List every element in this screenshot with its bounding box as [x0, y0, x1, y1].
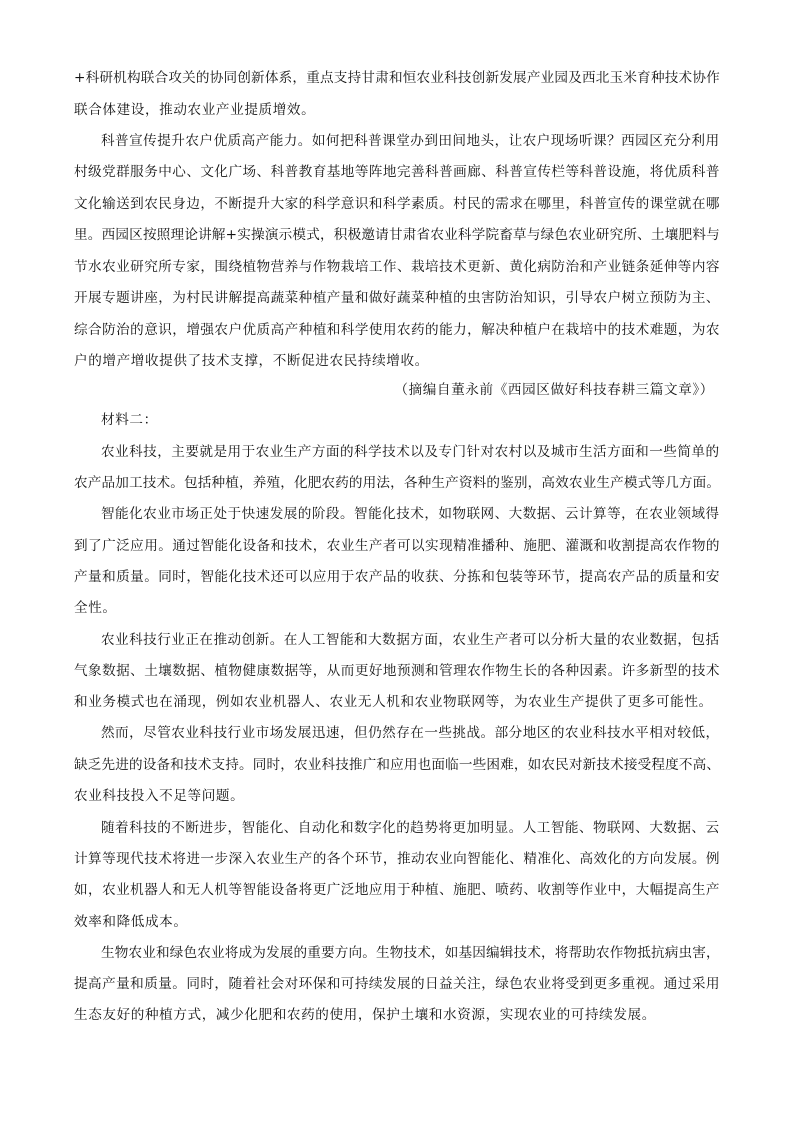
text-line: 产量和质量。同时，智能化技术还可以应用于农产品的收获、分拣和包装等环节，提高农产品的质量和安: [74, 569, 720, 585]
text-line: 综合防治的意识，增强农户优质高产种植和科学使用农药的能力，解决种植户在栽培中的技术难题，为农: [74, 322, 720, 338]
text-line: 节水农业研究所专家，围绕植物营养与作物栽培工作、栽培技术更新、黄化病防治和产业链条延伸等内容: [74, 259, 720, 275]
text-line: 和业务模式也在涌现，例如农业机器人、农业无人机和农业物联网等，为农业生产提供了更多可能性。: [74, 694, 713, 710]
text-line: 效率和降低成本。: [74, 914, 188, 930]
text-line: 文化输送到农民身边，不断提升大家的科学意识和科学素质。村民的需求在哪里，科普宣传的课堂就在哪: [74, 196, 720, 212]
text-line: 农产品加工技术。包括种植，养殖，化肥农药的用法，各种生产资料的鉴别，高效农业生产模式等几方面。: [74, 475, 721, 491]
text-line: 全性。: [74, 600, 117, 616]
text-line: 如，农业机器人和无人机等智能设备将更广泛地应用于种植、施肥、喷药、收割等作业中，大幅提高生产: [74, 882, 720, 898]
source-citation: （摘编自董永前《西园区做好科技春耕三篇文章》）: [394, 382, 714, 398]
text-line: 提高产量和质量。同时，随着社会对环保和可持续发展的日益关注，绿色农业将受到更多重视。通过采用: [74, 976, 720, 992]
text-line: 农业科技行业正在推动创新。在人工智能和大数据方面，农业生产者可以分析大量的农业数据，包括: [101, 632, 720, 648]
text-line: 开展专题讲座，为村民讲解提高蔬菜种植产量和做好蔬菜种植的虫害防治知识，引导农户树立预防为主、: [74, 290, 720, 306]
section-heading: 材料二：: [101, 412, 158, 428]
text-line: 气象数据、土壤数据、植物健康数据等，从而更好地预测和管理农作物生长的各种因素。许多新型的技术: [74, 663, 720, 679]
text-line: 到了广泛应用。通过智能化设备和技术，农业生产者可以实现精准播种、施肥、灌溉和收割提高农作物的: [74, 538, 720, 554]
text-line: 然而，尽管农业科技行业市场发展迅速，但仍然存在一些挑战。部分地区的农业科技水平相对较低，: [101, 725, 720, 741]
text-line: 户的增产增收提供了技术支撑，不断促进农民持续增收。: [74, 353, 429, 369]
text-line: 村级党群服务中心、文化广场、科普教育基地等阵地完善科普画廊、科普宣传栏等科普设施，将优质科普: [74, 164, 720, 180]
text-line: 农业科技，主要就是用于农业生产方面的科学技术以及专门针对农村以及城市生活方面和一些简单的: [101, 444, 720, 460]
text-line: 缺乏先进的设备和技术支持。同时，农业科技推广和应用也面临一些困难，如农民对新技术接受程度不高、: [74, 757, 721, 773]
text-line: 生物农业和绿色农业将成为发展的重要方向。生物技术，如基因编辑技术，将帮助农作物抵抗病虫害，: [101, 945, 720, 961]
text-line: 科普宣传提升农户优质高产能力。如何把科普课堂办到田间地头，让农户现场听课？西园区充分利用: [101, 133, 720, 149]
text-line: 计算等现代技术将进一步深入农业生产的各个环节，推动农业向智能化、精准化、高效化的方向发展。例: [74, 851, 720, 867]
text-line: +科研机构联合攻关的协同创新体系，重点支持甘肃和恒农业科技创新发展产业园及西北玉米育种技术协作: [74, 70, 720, 86]
text-line: 生态友好的种植方式，减少化肥和农药的使用，保护土壤和水资源，实现农业的可持续发展。: [74, 1007, 656, 1023]
text-line: 智能化农业市场正处于快速发展的阶段。智能化技术，如物联网、大数据、云计算等，在农业领域得: [101, 506, 720, 522]
text-line: 随着科技的不断进步，智能化、自动化和数字化的趋势将更加明显。人工智能、物联网、大数据、云: [101, 820, 720, 836]
text-line: 里。西园区按照理论讲解+实操演示模式，积极邀请甘肃省农业科学院畜草与绿色农业研究所、土壤肥料与: [74, 227, 720, 243]
text-line: 联合体建设，推动农业产业提质增效。: [74, 102, 316, 118]
text-line: 农业科技投入不足等问题。: [74, 788, 245, 804]
